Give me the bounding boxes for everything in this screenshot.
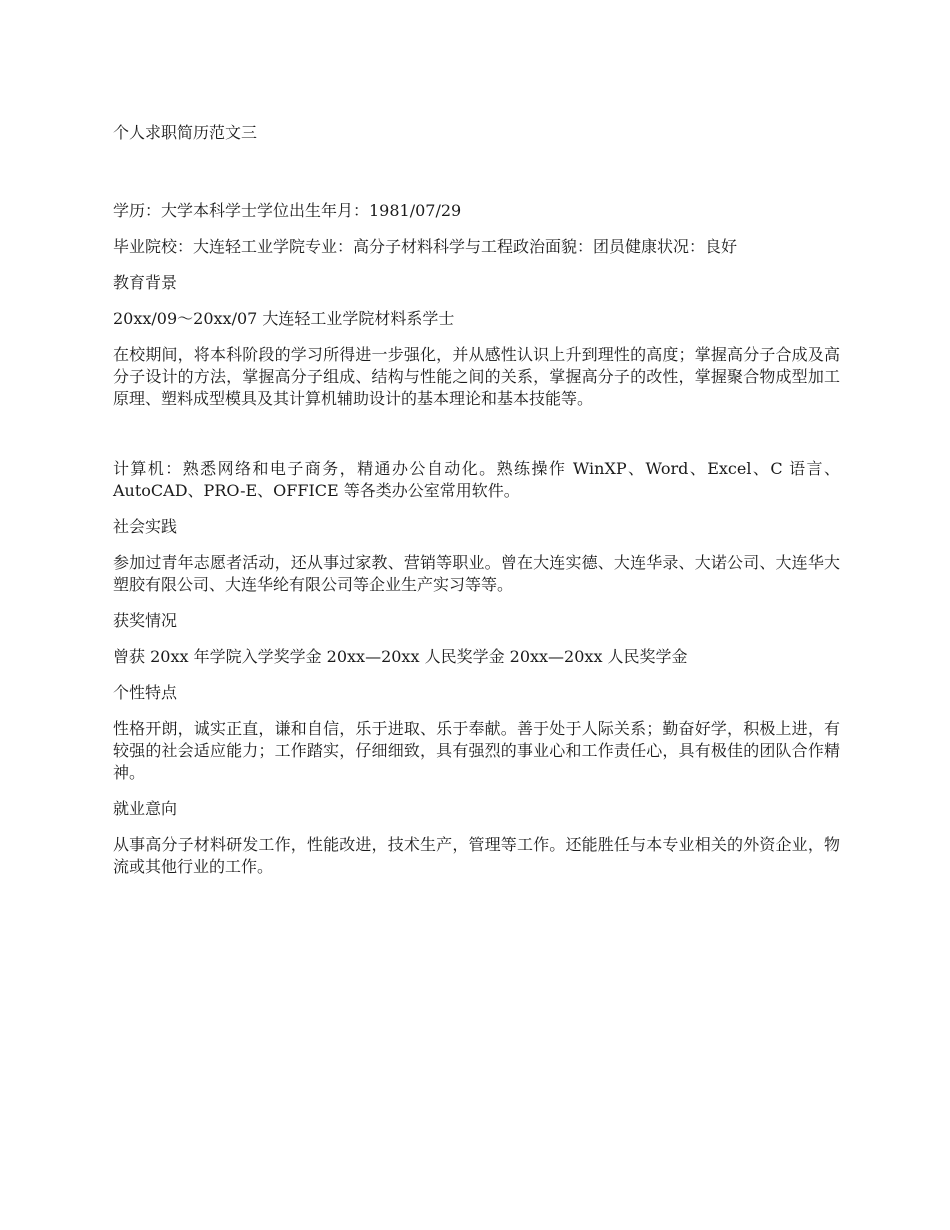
career-intent-paragraph: 从事高分子材料研发工作，性能改进，技术生产，管理等工作。还能胜任与本专业相关的外资企业，物流或其他行业的工作。	[113, 835, 840, 876]
social-practice-paragraph: 参加过青年志愿者活动，还从事过家教、营销等职业。曾在大连实德、大连华录、大诺公司、大连华大塑胶有限公司、大连华纶有限公司等企业生产实习等等。	[113, 553, 840, 594]
section-heading-career-intent: 就业意向	[113, 799, 178, 818]
document-title: 个人求职简历范文三	[113, 123, 258, 142]
awards-paragraph: 曾获 20xx 年学院入学奖学金 20xx—20xx 人民奖学金 20xx—20xx 人民奖学金	[113, 647, 688, 666]
section-heading-personality: 个性特点	[113, 683, 178, 702]
section-heading-social-practice: 社会实践	[113, 517, 178, 536]
school-info-line: 毕业院校：大连轻工业学院专业：高分子材料科学与工程政治面貌：团员健康状况：良好	[113, 237, 738, 256]
document-page	[113, 122, 840, 878]
education-period-line: 20xx/09～20xx/07 大连轻工业学院材料系学士	[113, 309, 455, 328]
computer-skills-paragraph: 计算机：熟悉网络和电子商务，精通办公自动化。熟练操作 WinXP、Word、Excel、C 语言、AutoCAD、PRO-E、OFFICE 等各类办公室常用软件。	[113, 459, 840, 500]
section-heading-awards: 获奖情况	[113, 611, 178, 630]
section-heading-education: 教育背景	[113, 273, 178, 292]
personality-paragraph: 性格开朗，诚实正直，谦和自信，乐于进取、乐于奉献。善于处于人际关系；勤奋好学，积极上进，有较强的社会适应能力；工作踏实，仔细细致，具有强烈的事业心和工作责任心，具有极佳的团队合作精神。	[113, 719, 840, 782]
education-degree-line: 学历：大学本科学士学位出生年月：1981/07/29	[113, 201, 462, 220]
education-description: 在校期间，将本科阶段的学习所得进一步强化，并从感性认识上升到理性的高度；掌握高分子合成及高分子设计的方法，掌握高分子组成、结构与性能之间的关系，掌握高分子的改性，掌握聚合物成型加工原理、塑料成型模具及其计算机辅助设计的基本理论和基本技能等。	[113, 345, 840, 408]
